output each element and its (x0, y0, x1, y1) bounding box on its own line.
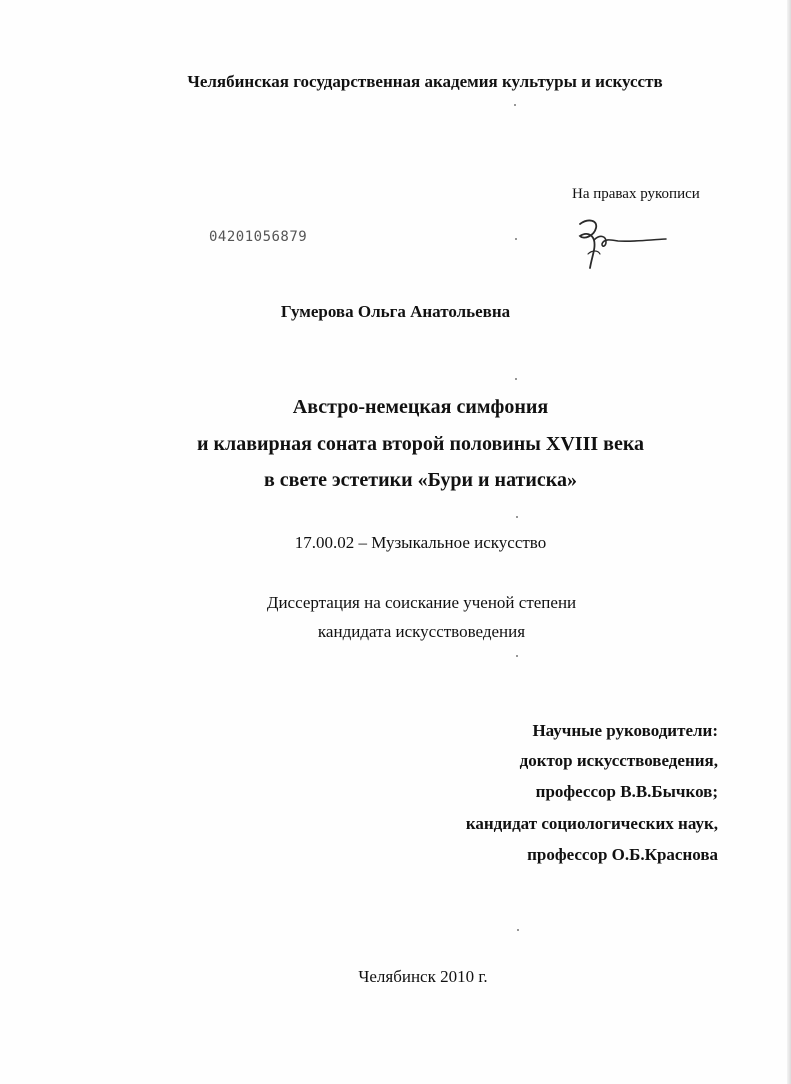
supervisor-name-1: профессор В.В.Бычков; (535, 782, 718, 801)
inventory-number: 04201056879 (209, 229, 308, 245)
author-name: Гумерова Ольга Анатольевна (280, 302, 511, 321)
dissertation-line-2: кандидата искусствоведения (317, 622, 526, 641)
dissertation-line-1: Диссертация на соискание ученой степени (266, 593, 577, 612)
institution-name: Челябинская государственная академия культуры и искусств (187, 72, 663, 91)
page-edge (787, 0, 791, 1084)
supervisor-name-2: профессор О.Б.Краснова (527, 845, 718, 864)
manuscript-rights-note: На правах рукописи (572, 186, 700, 202)
title-line-3: в свете эстетики «Бури и натиска» (263, 469, 578, 491)
supervisors-heading: Научные руководители: (532, 721, 718, 740)
scan-speck (516, 655, 518, 657)
scan-speck (514, 104, 516, 106)
title-line-2: и клавирная соната второй половины XVIII века (196, 433, 645, 455)
scan-speck (517, 929, 519, 931)
scan-speck (515, 238, 517, 240)
supervisor-degree-2: кандидат социологических наук, (465, 814, 718, 833)
title-line-1: Австро-немецкая симфония (292, 396, 549, 418)
city-year: Челябинск 2010 г. (358, 967, 488, 986)
scan-speck (516, 516, 518, 518)
scan-speck (515, 378, 517, 380)
handwritten-signature (572, 210, 672, 276)
specialty-code: 17.00.02 – Музыкальное искусство (294, 533, 547, 552)
supervisor-degree-1: доктор искусствоведения, (519, 751, 718, 770)
